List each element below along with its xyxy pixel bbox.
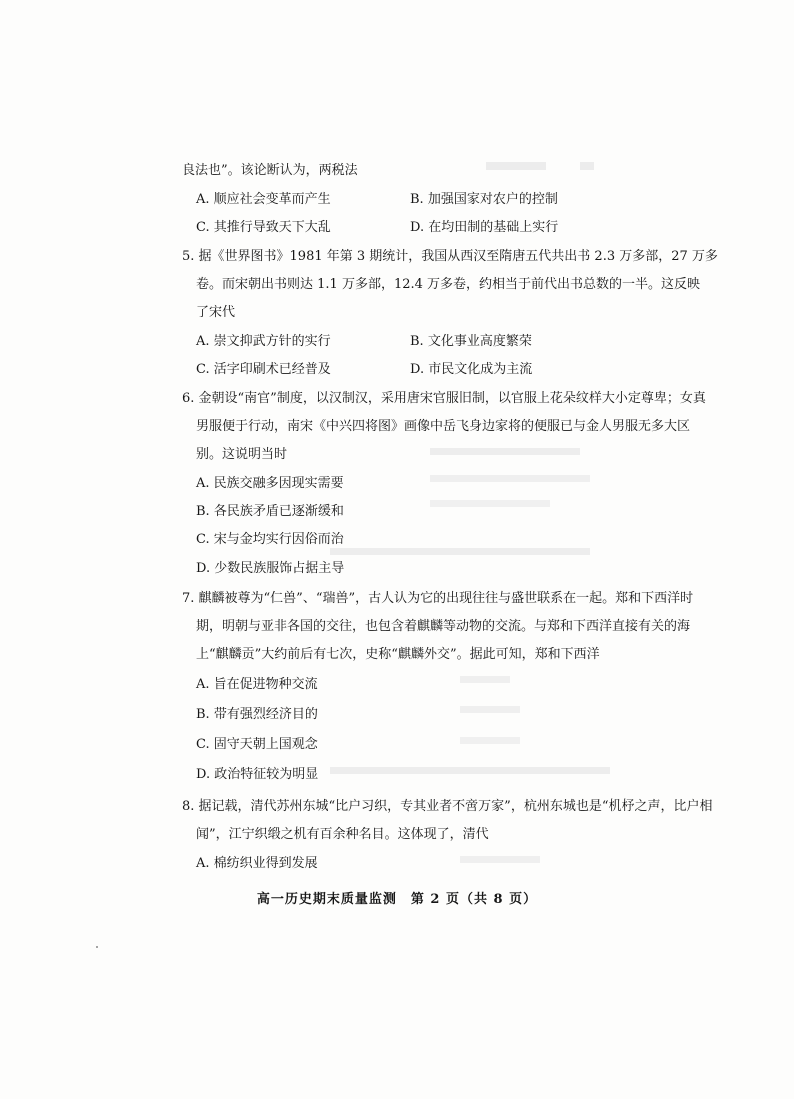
q5-options-row-2 <box>196 358 606 378</box>
q6-option-c: C. 宋与金均实行因俗而治 <box>196 532 344 547</box>
q7-stem-line-3: 上“麒麟贡”大约前后有七次，史称“麒麟外交”。据此可知，郑和下西洋 <box>196 647 600 662</box>
q5-stem-line-1: 5. 据《世界图书》1981 年第 3 期统计，我国从西汉至隋唐五代共出书 2.3 万多部，27 万多 <box>182 249 718 264</box>
q7-option-a: A. 旨在促进物种交流 <box>196 677 318 692</box>
q5-stem-line-3: 了宋代 <box>196 305 236 320</box>
bleed-through-mark <box>460 737 520 744</box>
q5-stem-line-2: 卷。而宋朝出书则达 1.1 万多部，12.4 万多卷，约相当于前代出书总数的一半。这反映 <box>196 277 701 292</box>
q5-option-d: D. 市民文化成为主流 <box>410 362 533 377</box>
q6-option-d: D. 少数民族服饰占据主导 <box>196 561 345 576</box>
q6-stem-line-1: 6. 金朝设“南官”制度，以汉制汉，采用唐宋官服旧制，以官服上花朵纹样大小定尊卑；女真 <box>182 391 706 406</box>
q5-option-b: B. 文化事业高度繁荣 <box>410 334 532 349</box>
q8-option-a: A. 棉纺织业得到发展 <box>196 856 318 871</box>
q5-option-a: A. 崇文抑武方针的实行 <box>196 334 331 349</box>
q7-option-b: B. 带有强烈经济目的 <box>196 707 318 722</box>
q7-stem-line-1: 7. 麒麟被尊为“仁兽”、“瑞兽”，古人认为它的出现往往与盛世联系在一起。郑和下西洋时 <box>182 591 694 606</box>
q7-option-c: C. 固守天朝上国观念 <box>196 737 318 752</box>
q4-option-a: A. 顺应社会变革而产生 <box>196 192 331 207</box>
bleed-through-mark <box>430 475 590 482</box>
q8-stem-line-1: 8. 据记载，清代苏州东城“比户习织，专其业者不啻万家”，杭州东城也是“机杼之声，比户相 <box>182 799 713 814</box>
q4-option-d: D. 在均田制的基础上实行 <box>410 220 559 235</box>
q5-options-row-1 <box>196 330 606 350</box>
bleed-through-mark <box>486 162 546 170</box>
q8-stem-line-2: 闻”，江宁织缎之机有百余种名目。这体现了，清代 <box>196 827 489 842</box>
scan-speck <box>96 946 98 948</box>
q6-stem-line-3: 别。这说明当时 <box>196 447 288 462</box>
bleed-through-mark <box>460 676 510 683</box>
q6-option-b: B. 各民族矛盾已逐渐缓和 <box>196 504 344 519</box>
q4-options-row-2 <box>196 216 606 236</box>
q7-option-d: D. 政治特征较为明显 <box>196 767 319 782</box>
q5-option-c: C. 活字印刷术已经普及 <box>196 362 331 377</box>
bleed-through-mark <box>330 767 610 774</box>
bleed-through-mark <box>580 162 594 170</box>
q4-options-row-1 <box>196 188 606 208</box>
bleed-through-mark <box>430 500 550 507</box>
q4-option-c: C. 其推行导致天下大乱 <box>196 220 331 235</box>
bleed-through-mark <box>430 448 580 455</box>
bleed-through-mark <box>330 548 590 555</box>
q6-option-a: A. 民族交融多因现实需要 <box>196 476 344 491</box>
bleed-through-mark <box>460 856 540 863</box>
q4-stem-end: 良法也”。该论断认为，两税法 <box>182 163 358 178</box>
bleed-through-mark <box>460 706 520 713</box>
q7-stem-line-2: 期，明朝与亚非各国的交往，也包含着麒麟等动物的交流。与郑和下西洋直接有关的海 <box>196 619 691 634</box>
page-footer: 高一历史期末质量监测 第 2 页（共 8 页） <box>256 892 538 907</box>
q4-option-b: B. 加强国家对农户的控制 <box>410 192 558 207</box>
q6-stem-line-2: 男服便于行动，南宋《中兴四将图》画像中岳飞身边家将的便服已与金人男服无多大区 <box>196 419 691 434</box>
